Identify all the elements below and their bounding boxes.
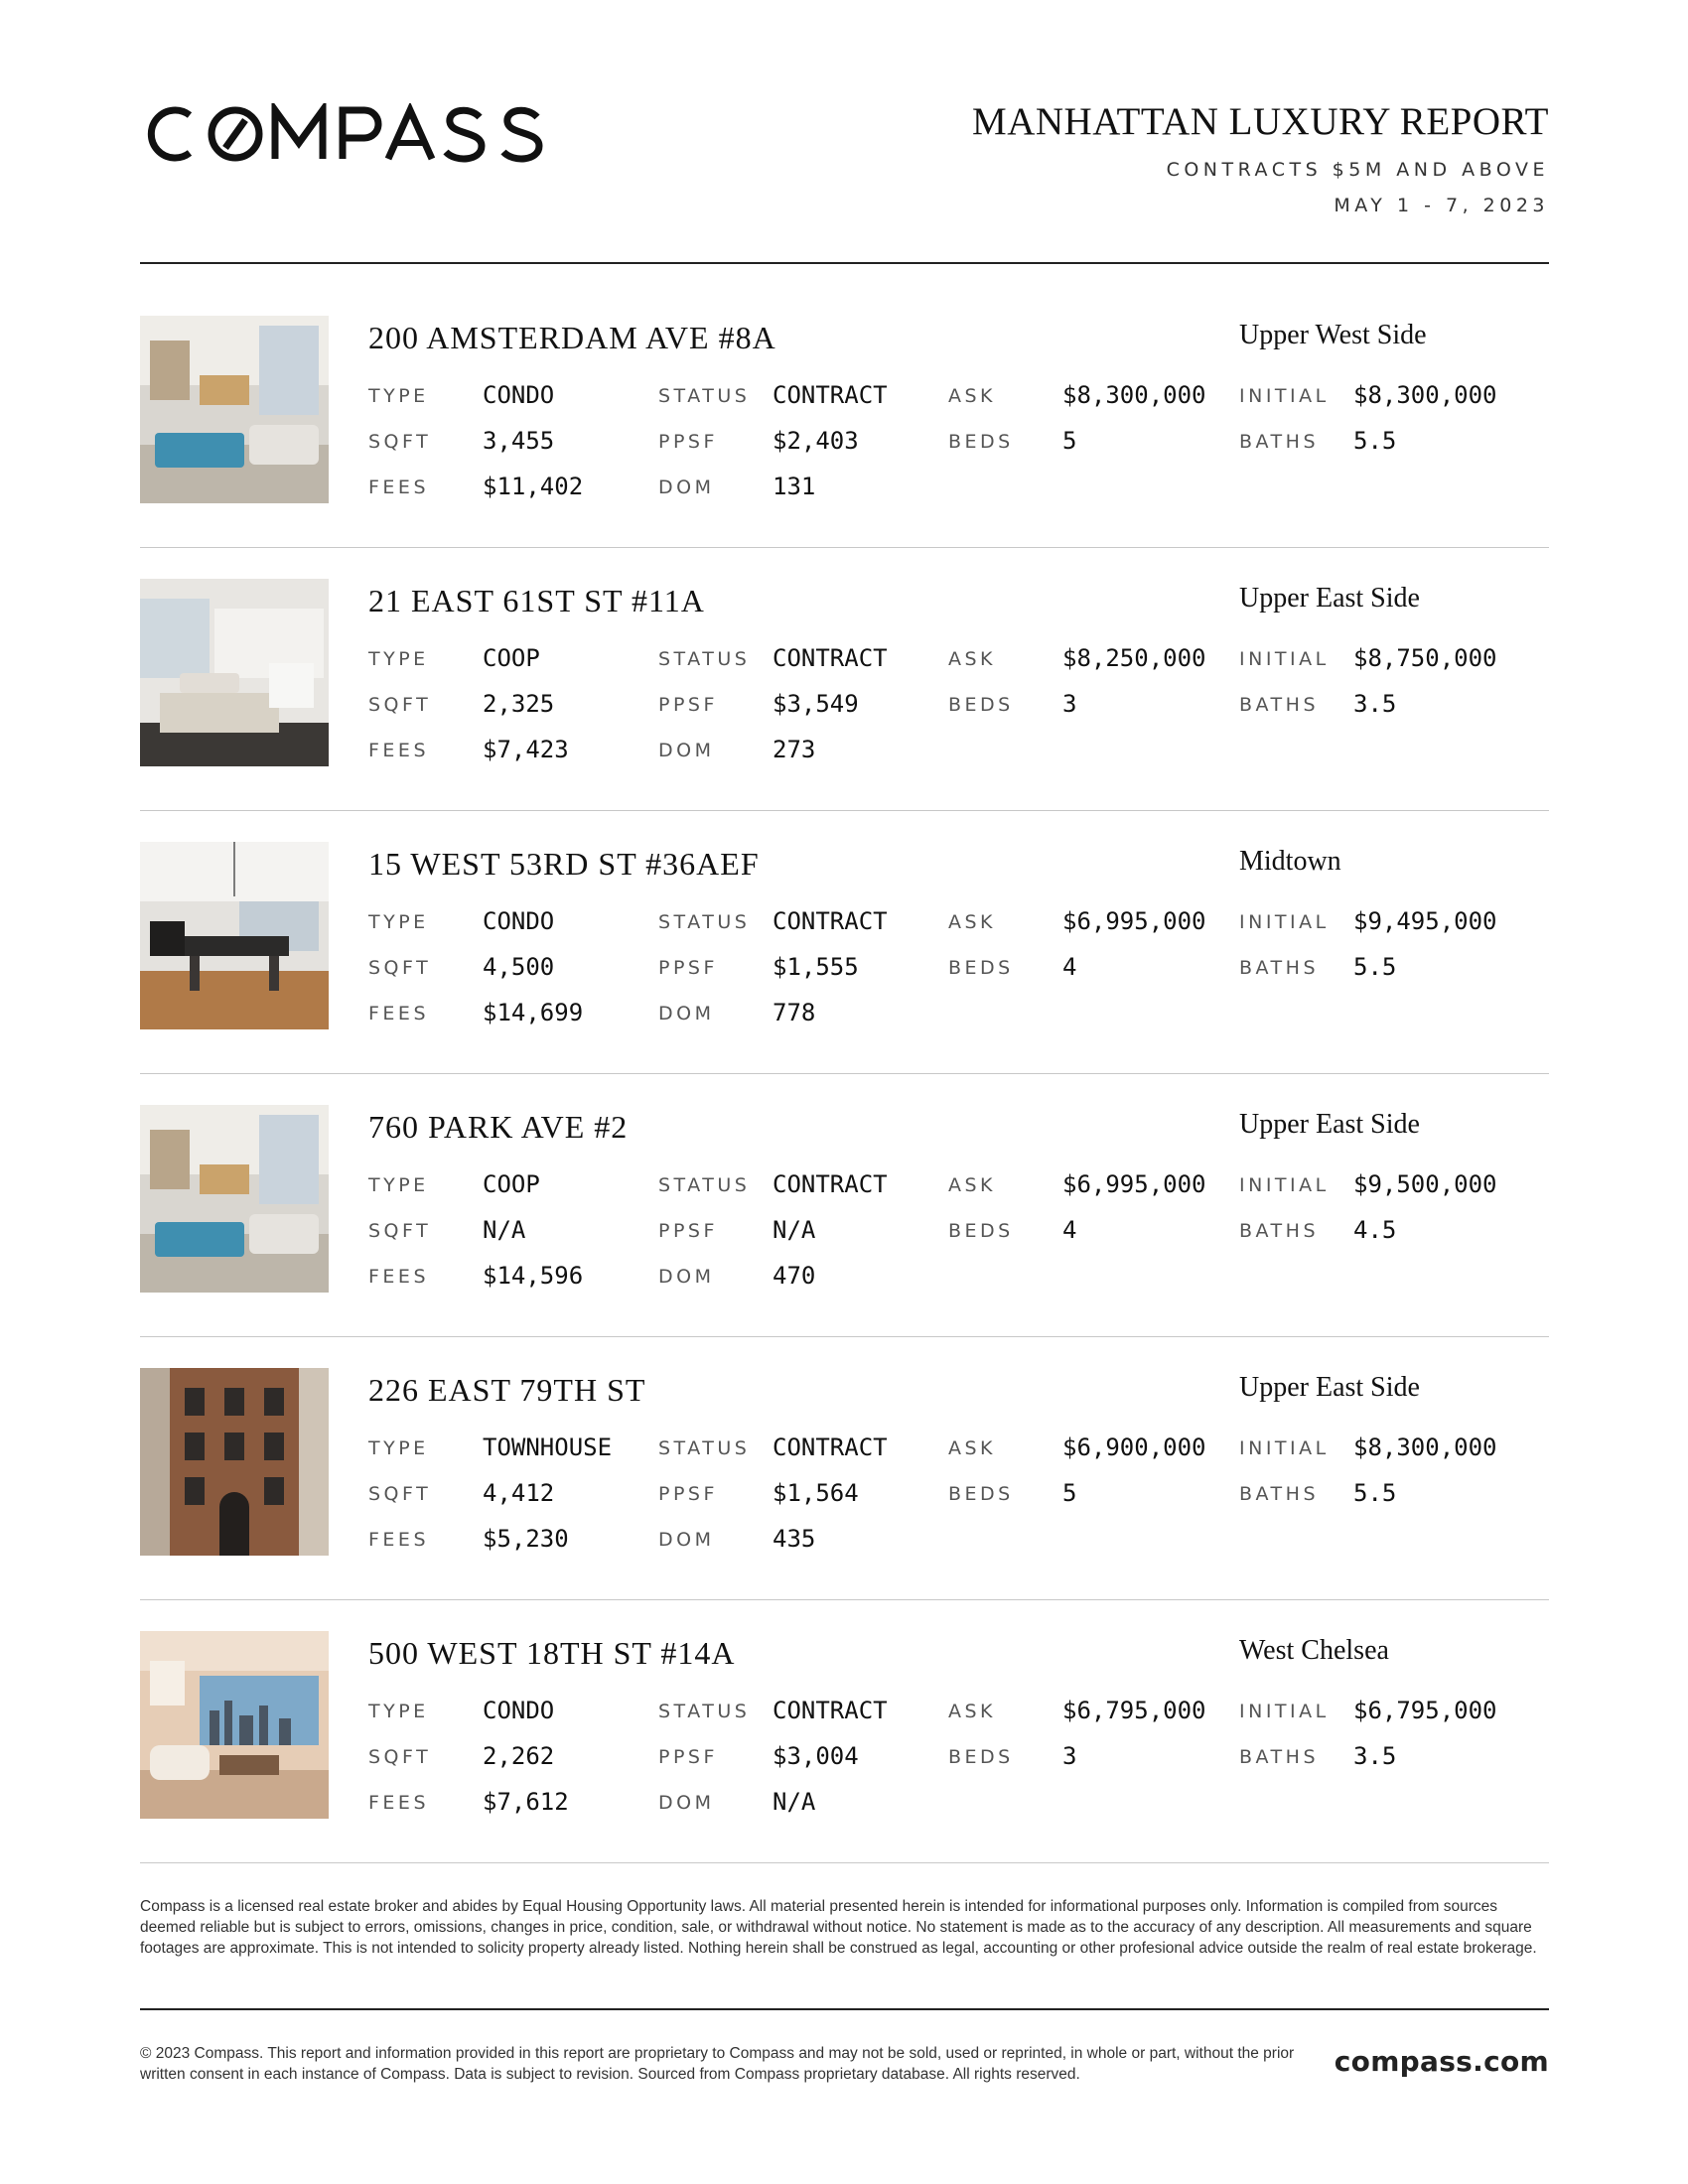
listing-address[interactable]: 21 EAST 61ST ST #11A <box>368 583 705 618</box>
fees-label: FEES <box>368 1792 429 1814</box>
type-label: TYPE <box>368 1174 429 1196</box>
ppsf-value: $3,549 <box>773 690 859 718</box>
ask-value: $8,250,000 <box>1062 644 1206 672</box>
beds-label: BEDS <box>948 431 1014 453</box>
ask-value: $6,900,000 <box>1062 1433 1206 1461</box>
type-label: TYPE <box>368 1437 429 1459</box>
type-value: CONDO <box>483 1697 555 1724</box>
listing-neighborhood: Upper West Side <box>1239 320 1427 350</box>
ppsf-label: PPSF <box>658 1746 718 1768</box>
initial-label: INITIAL <box>1239 1701 1330 1722</box>
sqft-value: 4,412 <box>483 1479 555 1507</box>
initial-value: $9,495,000 <box>1353 907 1497 935</box>
ask-value: $6,995,000 <box>1062 907 1206 935</box>
baths-label: BATHS <box>1239 431 1320 453</box>
status-label: STATUS <box>658 1437 751 1459</box>
interior-open-plan-photo[interactable] <box>140 579 329 766</box>
dom-label: DOM <box>658 1529 715 1551</box>
ask-label: ASK <box>948 648 997 670</box>
type-value: TOWNHOUSE <box>483 1433 613 1461</box>
listing-neighborhood: Upper East Side <box>1239 583 1420 614</box>
fees-value: $7,423 <box>483 736 569 763</box>
interior-dining-room-photo[interactable] <box>140 842 329 1029</box>
sqft-label: SQFT <box>368 957 432 979</box>
ppsf-label: PPSF <box>658 694 718 716</box>
baths-value: 5.5 <box>1353 1479 1397 1507</box>
baths-label: BATHS <box>1239 1220 1320 1242</box>
sqft-label: SQFT <box>368 694 432 716</box>
interior-skyline-view-photo[interactable] <box>140 1631 329 1819</box>
dom-value: N/A <box>773 1788 816 1816</box>
footer-divider <box>140 2008 1549 2010</box>
baths-value: 4.5 <box>1353 1216 1397 1244</box>
disclaimer: Compass is a licensed real estate broker and abides by Equal Housing Opportunity laws. All material presented herein is intended for informational purposes only. Information is compiled from sources deemed reliable but is subject to errors, omissions, changes in price, condition, sale, or withdrawal without notice. No statement is made as to the accuracy of any description. All measurements and square footages are approximate. This is not intended to solicity property already listed. Nothing herein shall be construed as legal, accounting or other profesional advice outside the realm of real estate brokerage. <box>140 1898 1537 1957</box>
website-link[interactable]: compass.com <box>1334 2045 1549 2078</box>
sqft-value: 2,325 <box>483 690 555 718</box>
listing-neighborhood: Upper East Side <box>1239 1372 1420 1403</box>
type-label: TYPE <box>368 385 429 407</box>
ask-value: $6,795,000 <box>1062 1697 1206 1724</box>
status-label: STATUS <box>658 911 751 933</box>
beds-value: 5 <box>1062 1479 1077 1507</box>
beds-label: BEDS <box>948 694 1014 716</box>
type-value: CONDO <box>483 381 555 409</box>
fees-value: $11,402 <box>483 473 584 500</box>
type-label: TYPE <box>368 1701 429 1722</box>
listing-divider <box>140 1336 1549 1337</box>
fees-label: FEES <box>368 740 429 761</box>
status-value: CONTRACT <box>773 1433 888 1461</box>
header-divider <box>140 262 1549 264</box>
type-label: TYPE <box>368 648 429 670</box>
listing-address[interactable]: 226 EAST 79TH ST <box>368 1372 646 1408</box>
ppsf-label: PPSF <box>658 957 718 979</box>
initial-label: INITIAL <box>1239 911 1330 933</box>
report-title: MANHATTAN LUXURY REPORT <box>972 100 1549 143</box>
sqft-value: 3,455 <box>483 427 555 455</box>
fees-label: FEES <box>368 1266 429 1288</box>
fees-label: FEES <box>368 1529 429 1551</box>
dom-label: DOM <box>658 740 715 761</box>
beds-value: 4 <box>1062 1216 1077 1244</box>
ppsf-value: $1,555 <box>773 953 859 981</box>
baths-label: BATHS <box>1239 694 1320 716</box>
initial-value: $8,750,000 <box>1353 644 1497 672</box>
listing-address[interactable]: 500 WEST 18TH ST #14A <box>368 1635 736 1671</box>
beds-value: 3 <box>1062 1742 1077 1770</box>
initial-value: $6,795,000 <box>1353 1697 1497 1724</box>
beds-label: BEDS <box>948 957 1014 979</box>
listings <box>140 316 1549 1894</box>
fees-value: $7,612 <box>483 1788 569 1816</box>
ask-label: ASK <box>948 385 997 407</box>
beds-label: BEDS <box>948 1746 1014 1768</box>
status-value: CONTRACT <box>773 1170 888 1198</box>
fees-label: FEES <box>368 477 429 498</box>
report-page <box>140 0 1549 2184</box>
dom-value: 470 <box>773 1262 816 1290</box>
listing-address[interactable]: 760 PARK AVE #2 <box>368 1109 629 1145</box>
dom-value: 778 <box>773 999 816 1026</box>
type-value: CONDO <box>483 907 555 935</box>
sqft-value: 4,500 <box>483 953 555 981</box>
status-label: STATUS <box>658 1174 751 1196</box>
baths-value: 5.5 <box>1353 953 1397 981</box>
status-value: CONTRACT <box>773 644 888 672</box>
dom-value: 273 <box>773 736 816 763</box>
ppsf-value: $2,403 <box>773 427 859 455</box>
status-value: CONTRACT <box>773 1697 888 1724</box>
listing-address[interactable]: 200 AMSTERDAM AVE #8A <box>368 320 776 355</box>
listing-card <box>140 316 1549 579</box>
ppsf-value: N/A <box>773 1216 816 1244</box>
sqft-label: SQFT <box>368 1746 432 1768</box>
sqft-value: 2,262 <box>483 1742 555 1770</box>
baths-value: 5.5 <box>1353 427 1397 455</box>
initial-value: $8,300,000 <box>1353 1433 1497 1461</box>
status-value: CONTRACT <box>773 381 888 409</box>
baths-label: BATHS <box>1239 1746 1320 1768</box>
report-subtitle: CONTRACTS $5M AND ABOVE <box>1166 159 1549 181</box>
listing-divider <box>140 810 1549 811</box>
dom-label: DOM <box>658 1266 715 1288</box>
ask-label: ASK <box>948 1174 997 1196</box>
dom-label: DOM <box>658 477 715 498</box>
beds-value: 3 <box>1062 690 1077 718</box>
listing-card <box>140 1105 1549 1368</box>
ask-value: $8,300,000 <box>1062 381 1206 409</box>
status-value: CONTRACT <box>773 907 888 935</box>
dom-value: 435 <box>773 1525 816 1553</box>
listing-divider <box>140 547 1549 548</box>
listing-card <box>140 1631 1549 1894</box>
townhouse-facade-photo[interactable] <box>140 1368 329 1556</box>
listing-address[interactable]: 15 WEST 53RD ST #36AEF <box>368 846 760 882</box>
interior-living-room-photo[interactable] <box>140 316 329 503</box>
ppsf-label: PPSF <box>658 1220 718 1242</box>
type-value: COOP <box>483 1170 540 1198</box>
initial-value: $8,300,000 <box>1353 381 1497 409</box>
initial-value: $9,500,000 <box>1353 1170 1497 1198</box>
fees-value: $14,596 <box>483 1262 584 1290</box>
fees-value: $5,230 <box>483 1525 569 1553</box>
compass-logo <box>140 103 557 165</box>
sqft-value: N/A <box>483 1216 526 1244</box>
beds-label: BEDS <box>948 1220 1014 1242</box>
listing-neighborhood: Upper East Side <box>1239 1109 1420 1140</box>
fees-label: FEES <box>368 1003 429 1024</box>
baths-label: BATHS <box>1239 957 1320 979</box>
sqft-label: SQFT <box>368 1483 432 1505</box>
dom-label: DOM <box>658 1003 715 1024</box>
sqft-label: SQFT <box>368 431 432 453</box>
ppsf-label: PPSF <box>658 1483 718 1505</box>
beds-value: 5 <box>1062 427 1077 455</box>
ppsf-label: PPSF <box>658 431 718 453</box>
listing-divider <box>140 1862 1549 1863</box>
listing-divider <box>140 1599 1549 1600</box>
listing-divider <box>140 1073 1549 1074</box>
ask-label: ASK <box>948 1701 997 1722</box>
ask-value: $6,995,000 <box>1062 1170 1206 1198</box>
status-label: STATUS <box>658 385 751 407</box>
listing-neighborhood: West Chelsea <box>1239 1635 1389 1666</box>
dom-label: DOM <box>658 1792 715 1814</box>
copyright-notice: © 2023 Compass. This report and information provided in this report are proprietary to Compass and may not be sold, used or reprinted, in whole or part, without the prior written consent in each instance of Compass. Data is subject to revision. Sourced from Compass proprietary database. All rights reserved. <box>140 2045 1295 2083</box>
report-heading <box>972 99 1549 216</box>
listing-card <box>140 842 1549 1105</box>
type-label: TYPE <box>368 911 429 933</box>
beds-label: BEDS <box>948 1483 1014 1505</box>
interior-living-room-photo[interactable] <box>140 1105 329 1293</box>
baths-label: BATHS <box>1239 1483 1320 1505</box>
ppsf-value: $1,564 <box>773 1479 859 1507</box>
ask-label: ASK <box>948 911 997 933</box>
beds-value: 4 <box>1062 953 1077 981</box>
status-label: STATUS <box>658 648 751 670</box>
initial-label: INITIAL <box>1239 648 1330 670</box>
baths-value: 3.5 <box>1353 690 1397 718</box>
listing-neighborhood: Midtown <box>1239 846 1341 877</box>
initial-label: INITIAL <box>1239 385 1330 407</box>
dom-value: 131 <box>773 473 816 500</box>
listing-card <box>140 579 1549 842</box>
baths-value: 3.5 <box>1353 1742 1397 1770</box>
initial-label: INITIAL <box>1239 1437 1330 1459</box>
status-label: STATUS <box>658 1701 751 1722</box>
type-value: COOP <box>483 644 540 672</box>
ask-label: ASK <box>948 1437 997 1459</box>
ppsf-value: $3,004 <box>773 1742 859 1770</box>
listing-card <box>140 1368 1549 1631</box>
report-date-range: MAY 1 - 7, 2023 <box>1334 195 1549 216</box>
fees-value: $14,699 <box>483 999 584 1026</box>
initial-label: INITIAL <box>1239 1174 1330 1196</box>
sqft-label: SQFT <box>368 1220 432 1242</box>
